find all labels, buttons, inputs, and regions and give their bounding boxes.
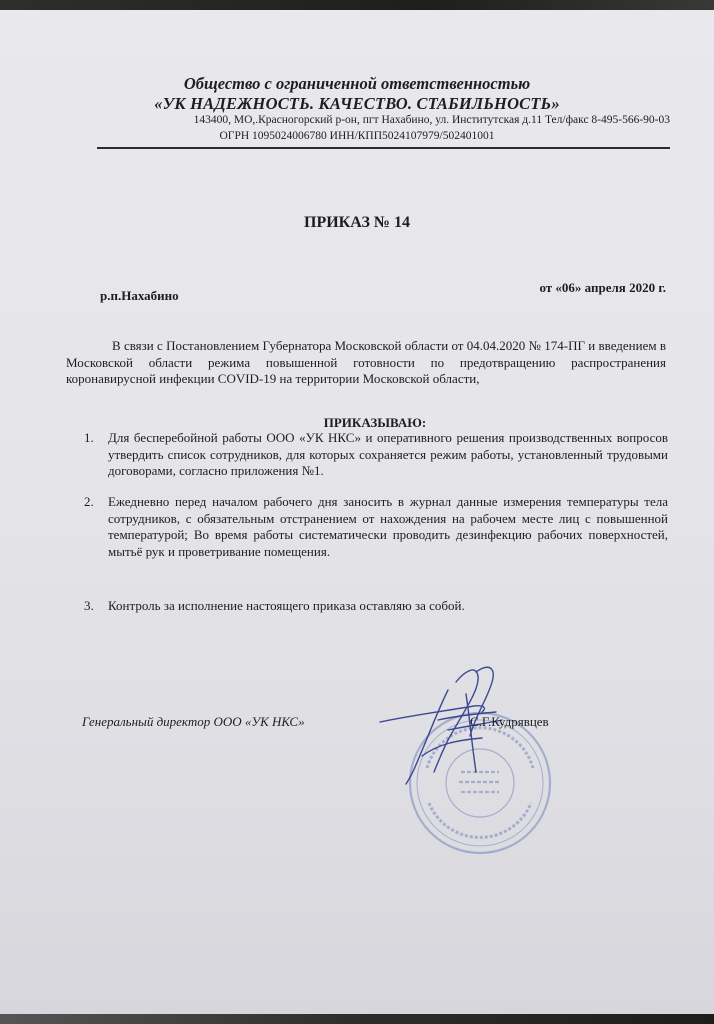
order-heading: ПРИКАЗЫВАЮ: xyxy=(323,415,427,430)
org-legal-form: Общество с ограниченной ответственностью xyxy=(183,74,531,93)
item-number: 3. xyxy=(84,598,94,613)
item-number: 2. xyxy=(84,494,94,509)
order-date: от «06» апреля 2020 г. xyxy=(539,280,666,295)
order-place: р.п.Нахабино xyxy=(100,288,179,303)
background-top-edge xyxy=(0,0,714,10)
order-item-1 xyxy=(84,430,668,480)
order-item-3 xyxy=(84,598,668,615)
background-bottom-edge xyxy=(0,1014,714,1024)
item-number: 1. xyxy=(84,430,94,445)
preamble-paragraph: В связи с Постановлением Губернатора Московской области от 04.04.2020 № 174-ПГ и введением в Московской области режима повышенной готовности по предотвращению распространения коронавирусной инфекции COVID-19 на территории Московской области, xyxy=(66,338,666,386)
signer-name: С.Г.Кудрявцев xyxy=(470,714,549,729)
item-text: Контроль за исполнение настоящего приказа оставляю за собой. xyxy=(108,598,465,613)
org-address: 143400, МО,.Красногорский р-он, пгт Нахабино, ул. Институтская д.11 Тел/факс 8-495-566-90-03 xyxy=(193,114,670,126)
signer-position: Генеральный директор ООО «УК НКС» xyxy=(82,714,305,729)
org-name: «УК НАДЕЖНОСТЬ. КАЧЕСТВО. СТАБИЛЬНОСТЬ» xyxy=(154,94,560,113)
item-text: Ежедневно перед началом рабочего дня заносить в журнал данные измерения температуры тела сотрудников, с обязательным отстранением от нахождения на рабочем месте лиц с повышенной температурой; Во время работы систематически проводить дезинфекцию рабочих поверхностей, мытьё рук и проветривание помещения. xyxy=(108,494,668,559)
header-divider xyxy=(97,147,670,149)
item-text: Для бесперебойной работы ООО «УК НКС» и оперативного решения производственных вопросов утвердить список сотрудников, для которых сохраняется режим работы, установленный трудовыми договорами, согласно приложения №1. xyxy=(108,430,668,478)
order-item-2 xyxy=(84,494,668,560)
org-registration: ОГРН 1095024006780 ИНН/КПП5024107979/502401001 xyxy=(219,130,495,142)
order-title: ПРИКАЗ № 14 xyxy=(304,214,410,231)
